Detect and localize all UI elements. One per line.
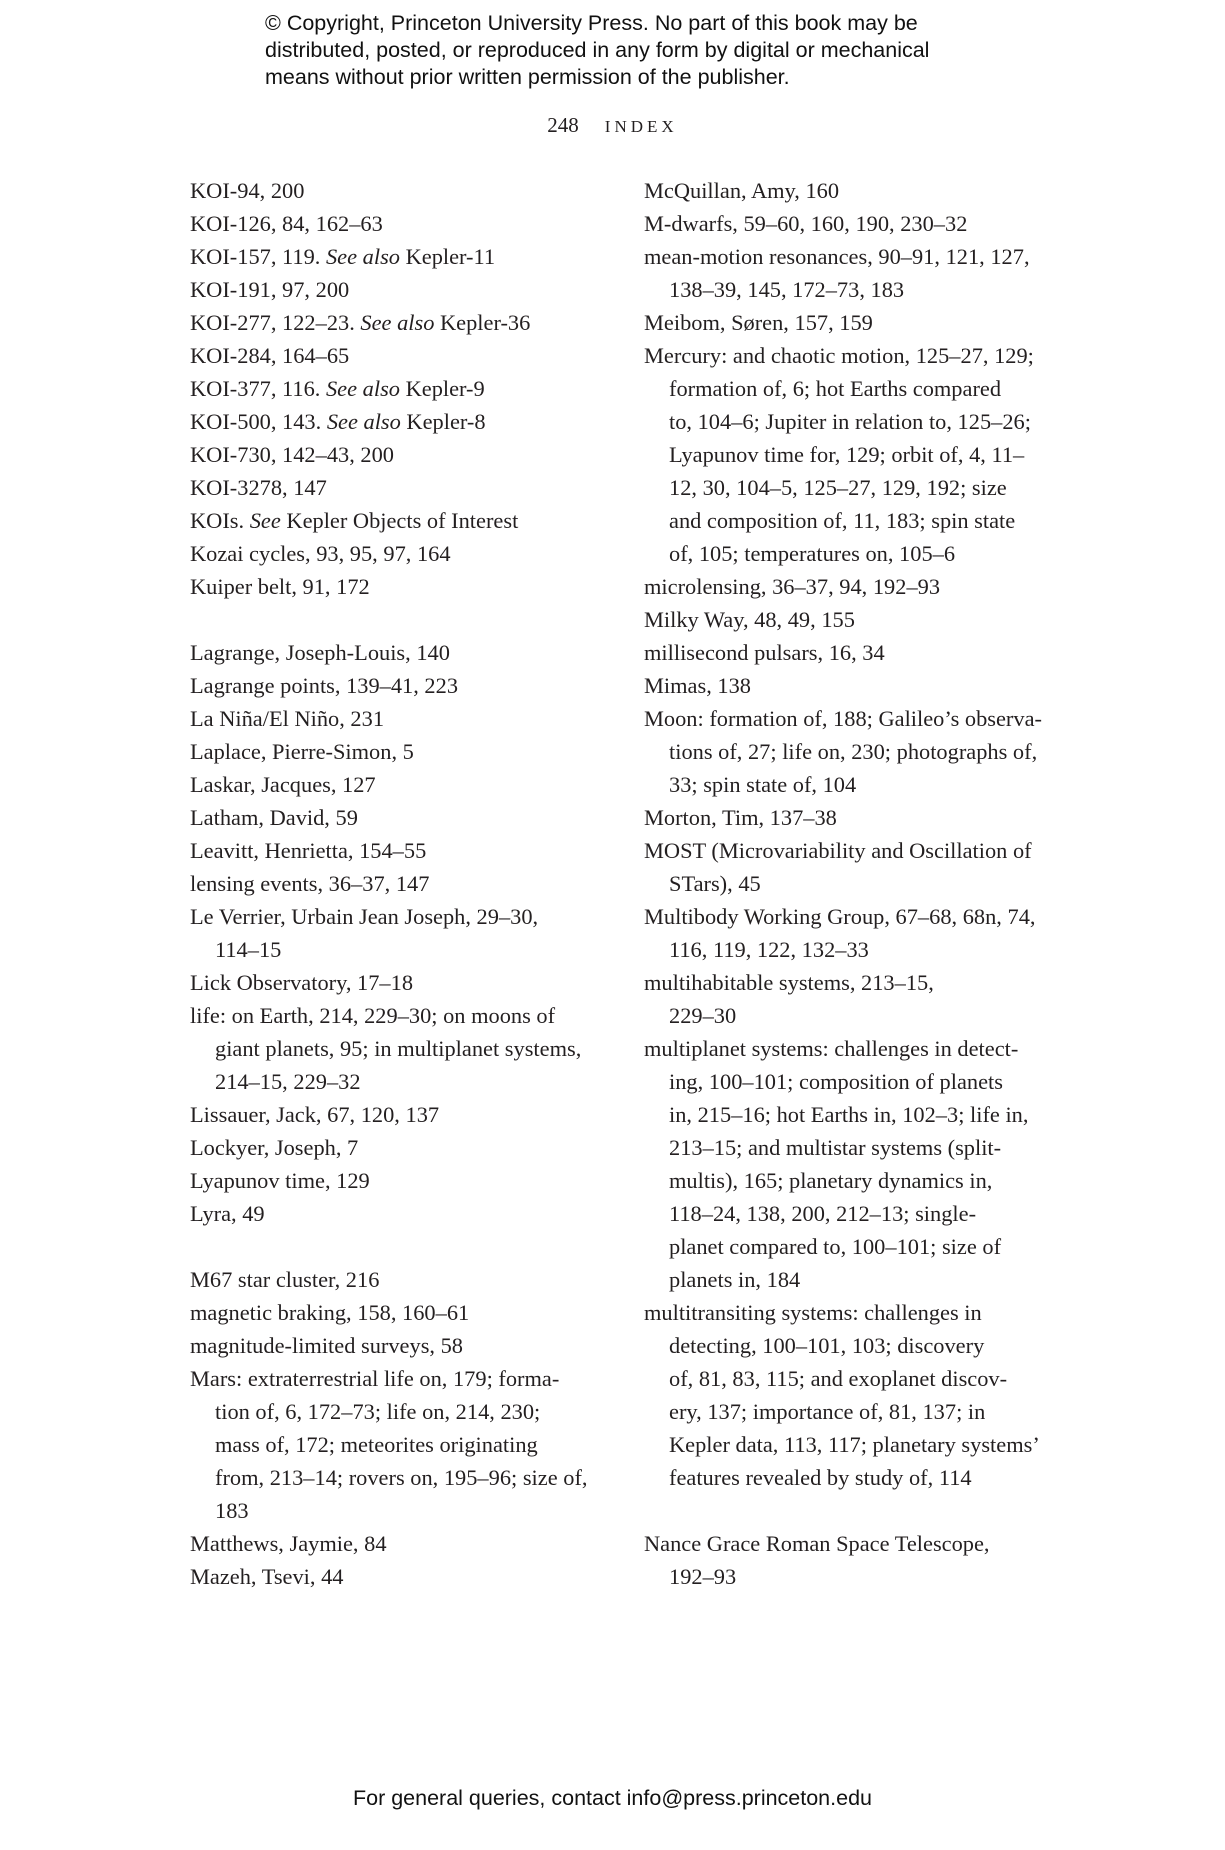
index-entry-continuation xyxy=(669,1131,1064,1164)
index-text: Kepler-9 xyxy=(399,376,485,401)
index-entry-line xyxy=(190,999,620,1032)
index-entry-line xyxy=(644,570,1064,603)
index-entry xyxy=(644,966,1064,1032)
index-text: 12, 30, 104–5, 125–27, 129, 192; size xyxy=(669,475,1007,500)
index-text: Meibom, Søren, 157, 159 xyxy=(644,310,873,335)
index-entry-line xyxy=(190,1098,620,1131)
index-entry-line xyxy=(190,834,620,867)
index-entry-line xyxy=(190,735,620,768)
index-text: Kuiper belt, 91, 172 xyxy=(190,574,370,599)
index-text: planet compared to, 100–101; size of xyxy=(669,1234,1002,1259)
index-entry-line xyxy=(190,669,620,702)
index-entry xyxy=(190,1131,620,1164)
index-text: Nance Grace Roman Space Telescope, xyxy=(644,1531,990,1556)
index-entry xyxy=(190,174,620,207)
index-entry-line xyxy=(644,900,1064,933)
index-text: Laplace, Pierre-Simon, 5 xyxy=(190,739,414,764)
index-entry-continuation xyxy=(669,1164,1064,1197)
index-entry-continuation xyxy=(669,933,1064,966)
index-entry-continuation xyxy=(669,1428,1064,1461)
index-text: multitransiting systems: challenges in xyxy=(644,1300,982,1325)
index-entry xyxy=(644,702,1064,801)
copyright-line: distributed, posted, or reproduced in any form by digital or mechanical xyxy=(265,38,930,62)
index-entry-continuation xyxy=(669,1329,1064,1362)
index-entry-line xyxy=(644,669,1064,702)
index-entry-continuation xyxy=(669,1362,1064,1395)
index-text: KOI-191, 97, 200 xyxy=(190,277,350,302)
index-text: and composition of, 11, 183; spin state xyxy=(669,508,1016,533)
index-entry-line xyxy=(190,1362,620,1395)
index-entry-line xyxy=(644,207,1064,240)
index-text: detecting, 100–101, 103; discovery xyxy=(669,1333,985,1358)
cross-reference-label: See also xyxy=(325,244,400,269)
letter-group-gap xyxy=(190,1230,620,1263)
index-text: Multibody Working Group, 67–68, 68n, 74, xyxy=(644,904,1036,929)
index-text: STars), 45 xyxy=(669,871,761,896)
index-text: Lyapunov time for, 129; orbit of, 4, 11– xyxy=(669,442,1025,467)
index-text: KOI-284, 164–65 xyxy=(190,343,350,368)
index-entry-line xyxy=(190,240,620,273)
index-text: KOI-277, 122–23. xyxy=(190,310,361,335)
index-entry-continuation xyxy=(669,999,1064,1032)
index-entry xyxy=(644,240,1064,306)
index-text: 116, 119, 122, 132–33 xyxy=(669,937,869,962)
index-text: KOI-3278, 147 xyxy=(190,475,327,500)
index-entry xyxy=(644,1527,1064,1593)
index-entry xyxy=(190,1296,620,1329)
index-entry xyxy=(644,306,1064,339)
index-entry xyxy=(644,603,1064,636)
contact-footer: For general queries, contact info@press.princeton.edu xyxy=(352,1786,872,1810)
index-text: Mazeh, Tsevi, 44 xyxy=(190,1564,344,1589)
index-entry-continuation xyxy=(669,504,1064,537)
copyright-line: © Copyright, Princeton University Press. No part of this book may be xyxy=(265,11,918,35)
index-entry xyxy=(190,306,620,339)
index-text: microlensing, 36–37, 94, 192–93 xyxy=(644,574,941,599)
index-entry xyxy=(644,339,1064,570)
index-entry-line xyxy=(644,1296,1064,1329)
cross-reference-label: See also xyxy=(325,376,400,401)
running-head xyxy=(0,112,1225,140)
index-entry-continuation xyxy=(215,1032,620,1065)
index-entry-continuation xyxy=(215,1395,620,1428)
index-entry xyxy=(190,504,620,537)
index-text: tion of, 6, 172–73; life on, 214, 230; xyxy=(215,1399,541,1424)
index-entry xyxy=(644,174,1064,207)
index-entry xyxy=(190,636,620,669)
index-entry-line xyxy=(644,240,1064,273)
index-entry-line xyxy=(190,306,620,339)
index-text: Kepler-8 xyxy=(400,409,486,434)
index-entry xyxy=(190,273,620,306)
index-text: ery, 137; importance of, 81, 137; in xyxy=(669,1399,986,1424)
index-entry-line xyxy=(190,372,620,405)
index-entry-continuation xyxy=(215,1065,620,1098)
index-entry xyxy=(644,570,1064,603)
index-entry xyxy=(190,768,620,801)
index-entry xyxy=(644,801,1064,834)
index-text: 229–30 xyxy=(669,1003,737,1028)
index-entry-continuation xyxy=(669,1263,1064,1296)
index-text: Leavitt, Henrietta, 154–55 xyxy=(190,838,427,863)
index-entry-continuation xyxy=(215,1428,620,1461)
index-entry-line xyxy=(644,801,1064,834)
index-entry-continuation xyxy=(669,1098,1064,1131)
index-text: Le Verrier, Urbain Jean Joseph, 29–30, xyxy=(190,904,539,929)
index-entry-continuation xyxy=(669,1461,1064,1494)
index-text: Latham, David, 59 xyxy=(190,805,358,830)
index-text: Morton, Tim, 137–38 xyxy=(644,805,837,830)
index-text: planets in, 184 xyxy=(669,1267,801,1292)
index-text: millisecond pulsars, 16, 34 xyxy=(644,640,885,665)
index-text: 192–93 xyxy=(669,1564,737,1589)
index-text: Lick Observatory, 17–18 xyxy=(190,970,414,995)
index-text: KOI-730, 142–43, 200 xyxy=(190,442,394,467)
index-text: Kepler-36 xyxy=(434,310,531,335)
index-text: life: on Earth, 214, 229–30; on moons of xyxy=(190,1003,556,1028)
copyright-notice xyxy=(265,10,1025,91)
index-text: KOI-500, 143. xyxy=(190,409,327,434)
index-entry xyxy=(190,735,620,768)
index-entry xyxy=(190,966,620,999)
index-entry-line xyxy=(190,801,620,834)
index-text: mean-motion resonances, 90–91, 121, 127, xyxy=(644,244,1030,269)
index-entry-continuation xyxy=(669,1197,1064,1230)
index-text: in, 215–16; hot Earths in, 102–3; life in, xyxy=(669,1102,1029,1127)
index-entry-line xyxy=(644,174,1064,207)
index-text: Kozai cycles, 93, 95, 97, 164 xyxy=(190,541,451,566)
index-entry-line xyxy=(190,867,620,900)
cross-reference-label: See xyxy=(249,508,281,533)
index-text: from, 213–14; rovers on, 195–96; size of, xyxy=(215,1465,588,1490)
index-entry xyxy=(190,900,620,966)
index-text: Lissauer, Jack, 67, 120, 137 xyxy=(190,1102,440,1127)
index-text: giant planets, 95; in multiplanet systems, xyxy=(215,1036,582,1061)
index-entry-line xyxy=(190,537,620,570)
index-text: 33; spin state of, 104 xyxy=(669,772,857,797)
index-entry-line xyxy=(190,1527,620,1560)
index-text: La Niña/El Niño, 231 xyxy=(190,706,385,731)
index-entry-continuation xyxy=(669,273,1064,306)
index-text: Lockyer, Joseph, 7 xyxy=(190,1135,359,1160)
index-entry xyxy=(644,900,1064,966)
index-entry xyxy=(190,570,620,603)
index-text: 118–24, 138, 200, 212–13; single- xyxy=(669,1201,977,1226)
index-text: Laskar, Jacques, 127 xyxy=(190,772,376,797)
index-entry-line xyxy=(190,405,620,438)
letter-group-gap xyxy=(644,1494,1064,1527)
index-entry-line xyxy=(190,471,620,504)
index-entry-line xyxy=(190,570,620,603)
index-text: MOST (Microvariability and Oscillation of xyxy=(644,838,1032,863)
index-entry-continuation xyxy=(215,1494,620,1527)
index-text: Moon: formation of, 188; Galileo’s observa- xyxy=(644,706,1042,731)
index-text: M-dwarfs, 59–60, 160, 190, 230–32 xyxy=(644,211,968,236)
index-entry xyxy=(190,207,620,240)
index-text: Lagrange points, 139–41, 223 xyxy=(190,673,459,698)
index-text: KOI-377, 116. xyxy=(190,376,326,401)
copyright-line: means without prior written permission of the publisher. xyxy=(265,65,790,89)
index-text: mass of, 172; meteorites originating xyxy=(215,1432,538,1457)
index-text: 213–15; and multistar systems (split- xyxy=(669,1135,1002,1160)
index-entry-line xyxy=(190,900,620,933)
index-text: Lagrange, Joseph-Louis, 140 xyxy=(190,640,450,665)
index-text: M67 star cluster, 216 xyxy=(190,1267,380,1292)
index-text: Kepler Objects of Interest xyxy=(280,508,519,533)
index-entry-continuation xyxy=(669,867,1064,900)
index-entry xyxy=(190,339,620,372)
index-text: of, 105; temperatures on, 105–6 xyxy=(669,541,956,566)
index-text: Mimas, 138 xyxy=(644,673,751,698)
index-entry-continuation xyxy=(669,372,1064,405)
cross-reference-label: See also xyxy=(360,310,435,335)
index-entry xyxy=(190,537,620,570)
index-entry xyxy=(644,834,1064,900)
index-entry-line xyxy=(644,834,1064,867)
index-text: Lyapunov time, 129 xyxy=(190,1168,370,1193)
index-text: 183 xyxy=(215,1498,249,1523)
index-entry-line xyxy=(190,1296,620,1329)
index-entry-line xyxy=(190,768,620,801)
index-entry xyxy=(190,867,620,900)
index-text: Kepler-11 xyxy=(399,244,496,269)
index-column-right xyxy=(644,174,1064,1593)
index-entry-line xyxy=(644,306,1064,339)
index-text: magnetic braking, 158, 160–61 xyxy=(190,1300,470,1325)
index-entry-line xyxy=(644,636,1064,669)
index-entry xyxy=(190,471,620,504)
index-entry-line xyxy=(644,1032,1064,1065)
index-text: 214–15, 229–32 xyxy=(215,1069,361,1094)
index-entry xyxy=(644,1296,1064,1494)
index-entry-line xyxy=(644,603,1064,636)
index-text: Mars: extraterrestrial life on, 179; forma- xyxy=(190,1366,560,1391)
index-entry-line xyxy=(190,504,620,537)
index-entry-continuation xyxy=(669,438,1064,471)
index-text: 138–39, 145, 172–73, 183 xyxy=(669,277,905,302)
index-text: ing, 100–101; composition of planets xyxy=(669,1069,1003,1094)
index-text: Mercury: and chaotic motion, 125–27, 129; xyxy=(644,343,1034,368)
index-text: lensing events, 36–37, 147 xyxy=(190,871,430,896)
index-entry-continuation xyxy=(669,1395,1064,1428)
index-entry xyxy=(190,1098,620,1131)
index-text: tions of, 27; life on, 230; photographs of, xyxy=(669,739,1038,764)
index-text: Matthews, Jaymie, 84 xyxy=(190,1531,387,1556)
index-entry-continuation xyxy=(669,1065,1064,1098)
index-entry xyxy=(190,702,620,735)
index-entry xyxy=(644,636,1064,669)
index-text: formation of, 6; hot Earths compared xyxy=(669,376,1002,401)
index-text: multis), 165; planetary dynamics in, xyxy=(669,1168,993,1193)
index-entry xyxy=(190,1197,620,1230)
index-entry xyxy=(190,240,620,273)
index-entry-line xyxy=(190,702,620,735)
index-entry-continuation xyxy=(215,933,620,966)
cross-reference-label: See also xyxy=(326,409,401,434)
index-entry-continuation xyxy=(669,735,1064,768)
index-entry-continuation xyxy=(669,768,1064,801)
index-entry xyxy=(190,1362,620,1527)
index-entry-line xyxy=(190,207,620,240)
index-entry xyxy=(190,438,620,471)
index-entry xyxy=(644,1032,1064,1296)
index-entry-line xyxy=(190,438,620,471)
index-text: Milky Way, 48, 49, 155 xyxy=(644,607,855,632)
index-entry xyxy=(644,669,1064,702)
index-text: to, 104–6; Jupiter in relation to, 125–26; xyxy=(669,409,1031,434)
section-title: INDEX xyxy=(604,117,678,136)
index-text: Kepler data, 113, 117; planetary systems’ xyxy=(669,1432,1040,1457)
index-entry-line xyxy=(190,273,620,306)
index-text: features revealed by study of, 114 xyxy=(669,1465,972,1490)
index-entry-line xyxy=(190,1329,620,1362)
index-text: McQuillan, Amy, 160 xyxy=(644,178,840,203)
index-entry xyxy=(190,999,620,1098)
index-entry xyxy=(190,1527,620,1560)
index-entry-line xyxy=(190,174,620,207)
index-text: KOI-157, 119. xyxy=(190,244,326,269)
index-entry-continuation xyxy=(669,1230,1064,1263)
index-entry-line xyxy=(190,636,620,669)
index-entry-line xyxy=(190,339,620,372)
index-text: multiplanet systems: challenges in detect- xyxy=(644,1036,1019,1061)
index-entry xyxy=(190,1560,620,1593)
index-entry xyxy=(190,669,620,702)
index-entry-continuation xyxy=(669,405,1064,438)
index-entry-continuation xyxy=(669,471,1064,504)
index-entry xyxy=(190,1329,620,1362)
index-entry xyxy=(190,801,620,834)
index-text: multihabitable systems, 213–15, xyxy=(644,970,934,995)
index-text: magnitude-limited surveys, 58 xyxy=(190,1333,463,1358)
index-text: Lyra, 49 xyxy=(190,1201,265,1226)
index-entry xyxy=(190,405,620,438)
index-entry-line xyxy=(190,1263,620,1296)
index-entry-line xyxy=(644,702,1064,735)
index-entry-line xyxy=(644,966,1064,999)
index-text: KOI-94, 200 xyxy=(190,178,305,203)
index-entry-line xyxy=(644,1527,1064,1560)
index-entry-line xyxy=(190,1197,620,1230)
index-entry-line xyxy=(644,339,1064,372)
page-number: 248 xyxy=(547,113,579,137)
index-column-left xyxy=(190,174,620,1593)
index-entry xyxy=(644,207,1064,240)
index-entry xyxy=(190,1164,620,1197)
index-entry-line xyxy=(190,966,620,999)
index-entry-line xyxy=(190,1560,620,1593)
index-text: of, 81, 83, 115; and exoplanet discov- xyxy=(669,1366,1008,1391)
index-text: 114–15 xyxy=(215,937,282,962)
index-entry-line xyxy=(190,1131,620,1164)
index-entry xyxy=(190,834,620,867)
index-entry xyxy=(190,1263,620,1296)
index-entry-continuation xyxy=(669,537,1064,570)
index-entry-line xyxy=(190,1164,620,1197)
index-text: KOI-126, 84, 162–63 xyxy=(190,211,383,236)
letter-group-gap xyxy=(190,603,620,636)
index-text: KOIs. xyxy=(190,508,250,533)
index-entry-continuation xyxy=(215,1461,620,1494)
index-entry xyxy=(190,372,620,405)
index-entry-continuation xyxy=(669,1560,1064,1593)
